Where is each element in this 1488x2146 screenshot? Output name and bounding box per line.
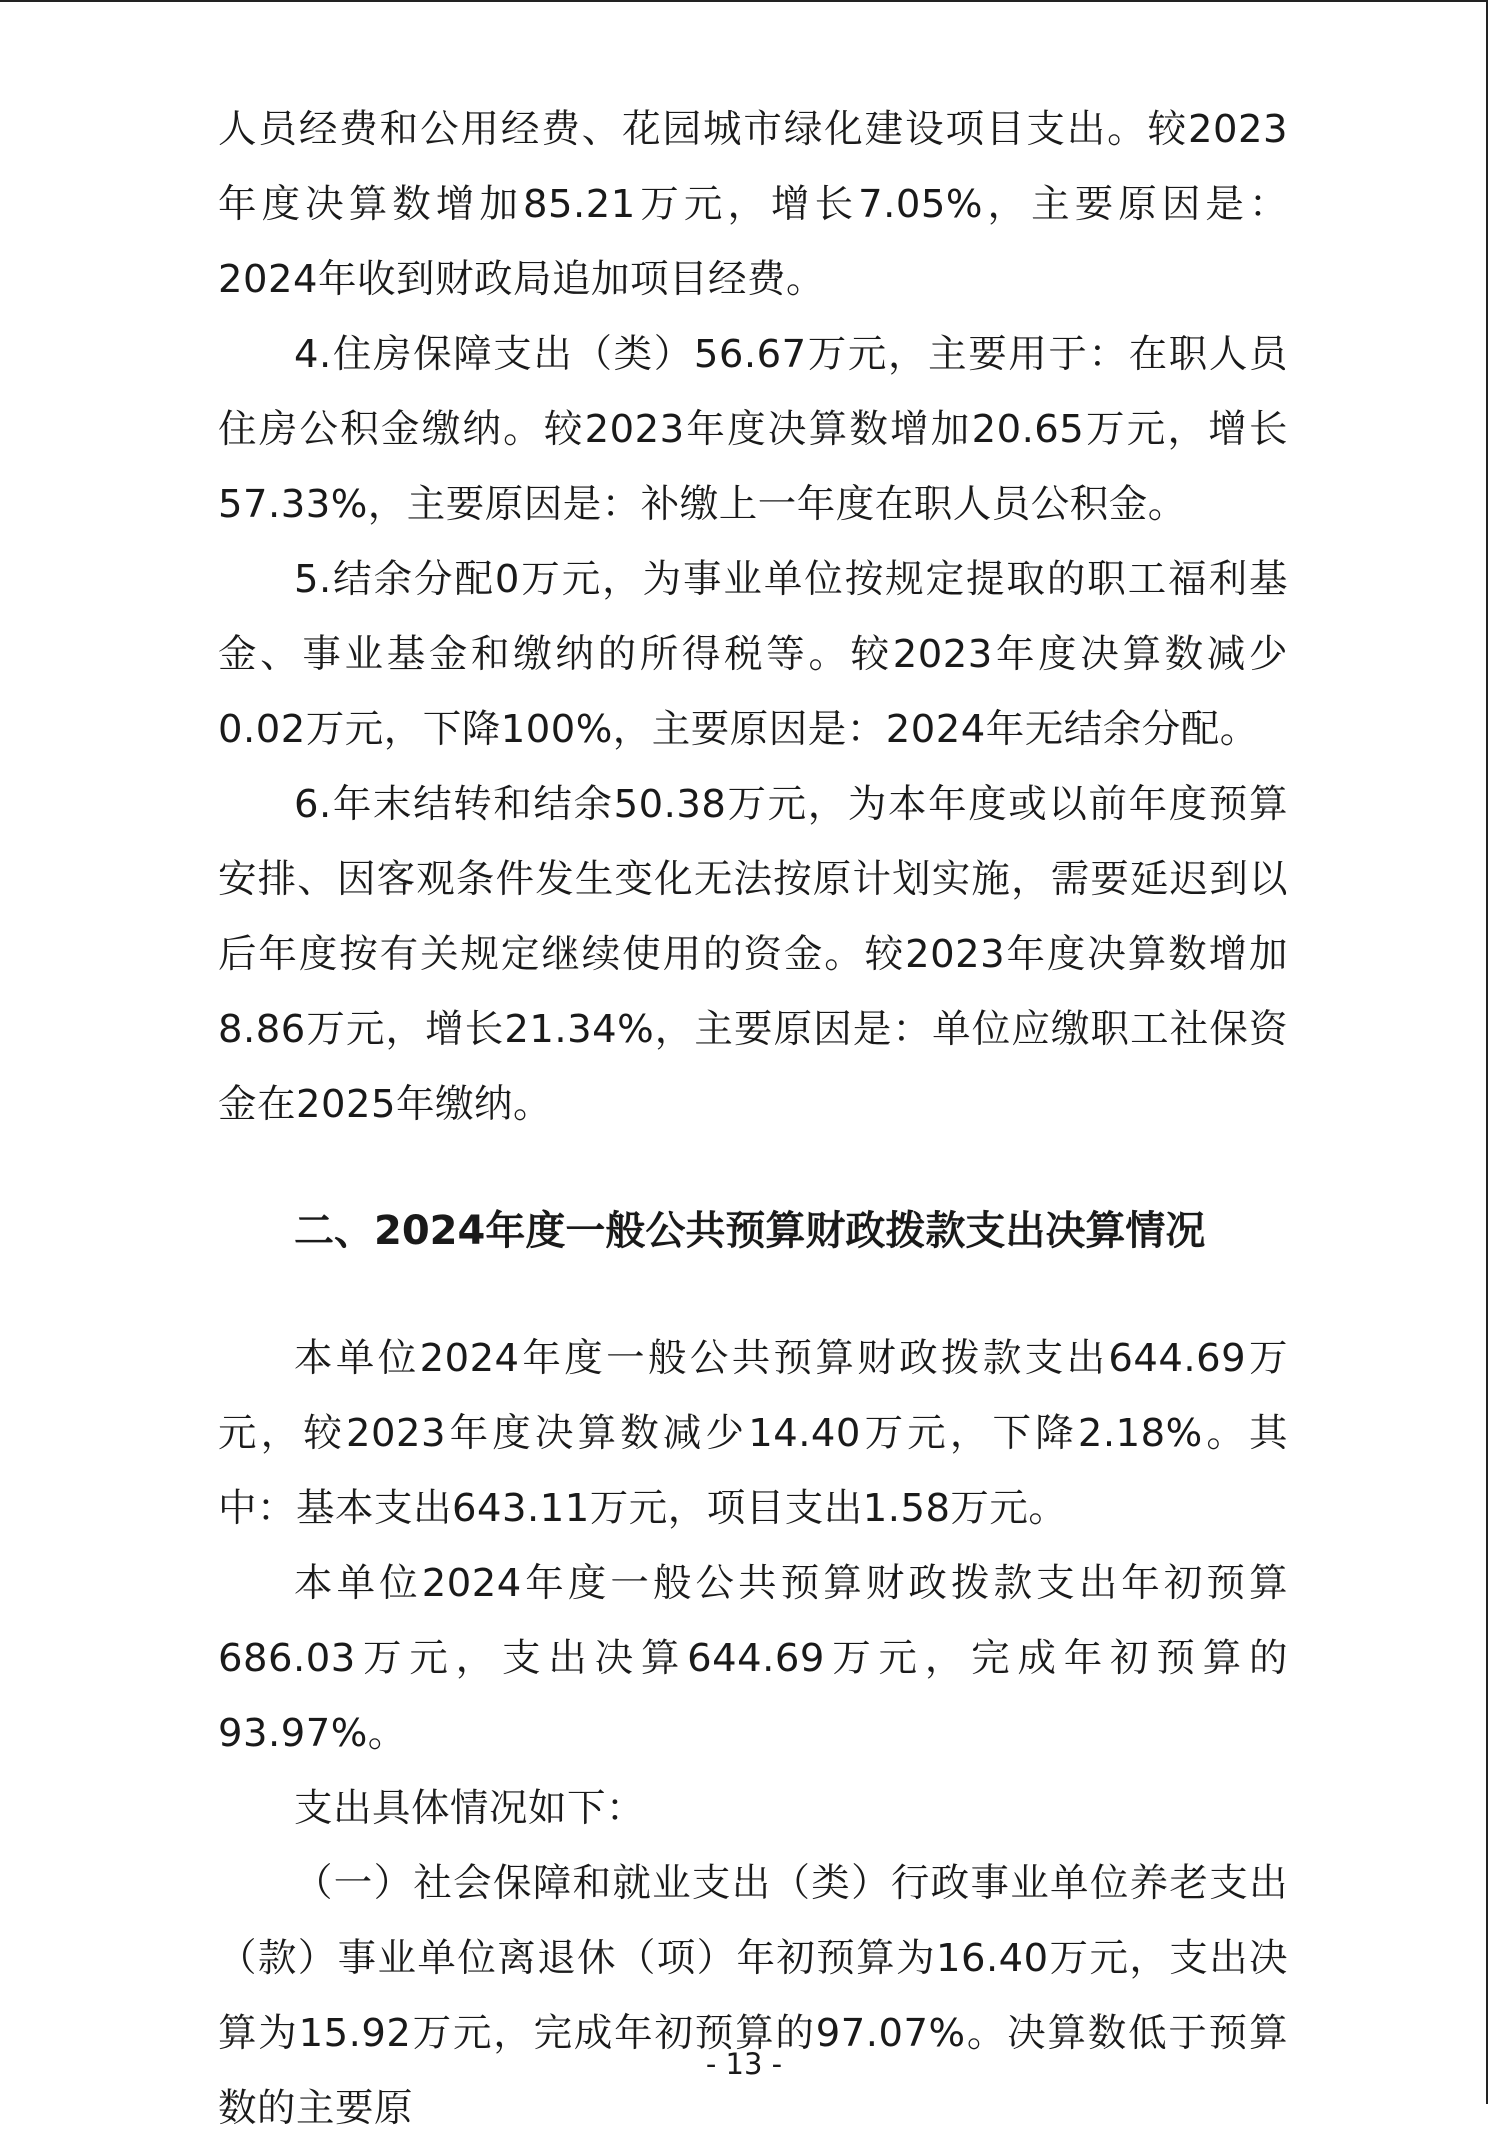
paragraph-social-security-item: （一）社会保障和就业支出（类）行政事业单位养老支出（款）事业单位离退休（项）年初预算为16.40万元，支出决算为15.92万元，完成年初预算的97.07%。决算数低于预算数的主要原: [218, 1861, 1288, 2131]
paragraph-expenditure-details-intro: 支出具体情况如下：: [294, 1786, 646, 1831]
section-heading: 二、2024年度一般公共预算财政拨款支出决算情况: [294, 1208, 1206, 1254]
paragraph-initial-budget: 本单位2024年度一般公共预算财政拨款支出年初预算686.03万元，支出决算644.69万元，完成年初预算的93.97%。: [218, 1561, 1288, 1756]
page-number: - 13 -: [705, 2047, 783, 2081]
paragraph-housing-security: 4.住房保障支出（类）56.67万元，主要用于：在职人员住房公积金缴纳。较2023年度决算数增加20.65万元，增长57.33%，主要原因是：补缴上一年度在职人员公积金。: [218, 332, 1288, 527]
document-body: [218, 92, 1288, 2146]
paragraph-year-end-carryover: 6.年末结转和结余50.38万元，为本年度或以前年度预算安排、因客观条件发生变化无法按原计划实施，需要延迟到以后年度按有关规定继续使用的资金。较2023年度决算数增加8.86万元，增长21.34%，主要原因是：单位应缴职工社保资金在2025年缴纳。: [218, 782, 1288, 1127]
paragraph-surplus-distribution: 5.结余分配0万元，为事业单位按规定提取的职工福利基金、事业基金和缴纳的所得税等。较2023年度决算数减少0.02万元，下降100%，主要原因是：2024年无结余分配。: [218, 557, 1288, 752]
paragraph-personnel-expenses: 人员经费和公用经费、花园城市绿化建设项目支出。较2023年度决算数增加85.21万元，增长7.05%，主要原因是：2024年收到财政局追加项目经费。: [218, 107, 1288, 302]
paragraph-general-budget-expenditure: 本单位2024年度一般公共预算财政拨款支出644.69万元，较2023年度决算数减少14.40万元，下降2.18%。其中：基本支出643.11万元，项目支出1.58万元。: [218, 1336, 1288, 1531]
